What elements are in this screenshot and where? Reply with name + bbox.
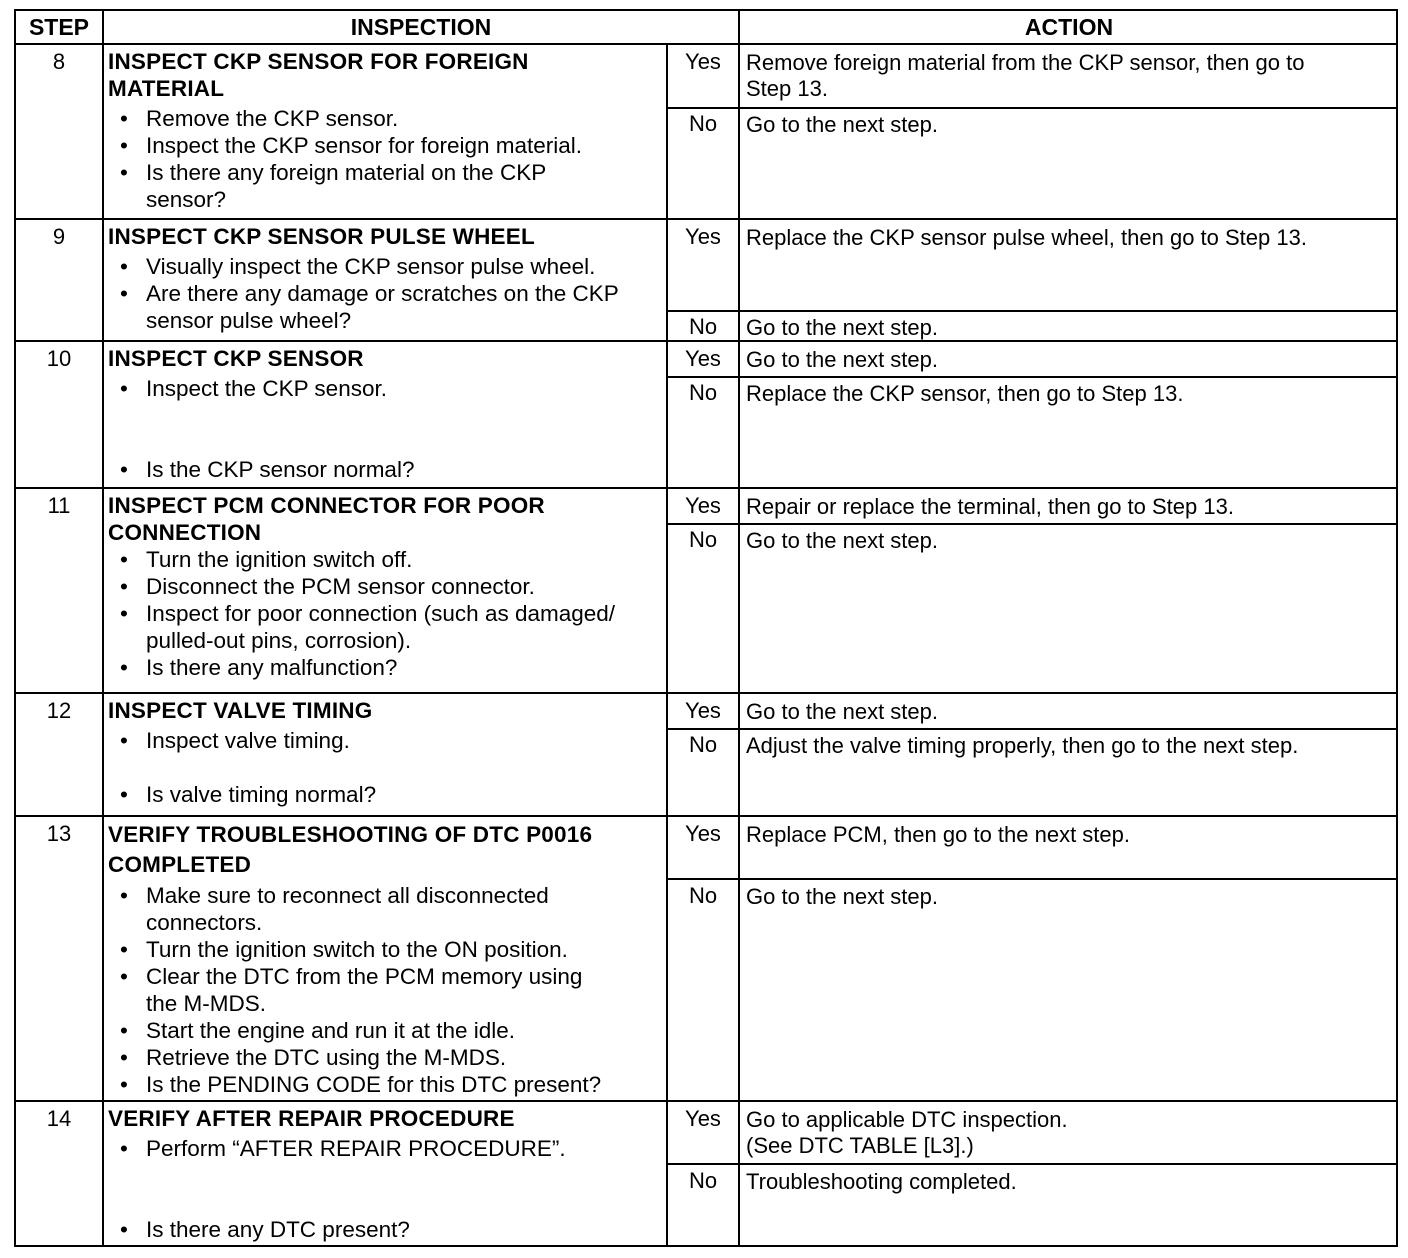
- yes-label: Yes: [685, 1106, 721, 1131]
- yes-label: Yes: [685, 493, 721, 518]
- bullet-text: Inspect for poor connection (such as damaged/: [146, 601, 616, 626]
- step-number: 12: [46, 698, 72, 723]
- inspection-cell: [108, 223, 668, 334]
- inspection-bullets: [108, 727, 668, 808]
- action-line: Go to the next step.: [746, 112, 939, 137]
- action-line: Remove foreign material from the CKP sensor, then go to: [746, 50, 1305, 75]
- inspection-cell: [108, 697, 668, 808]
- action-line: (See DTC TABLE [L3].): [746, 1133, 974, 1158]
- title-line: MATERIAL: [108, 76, 225, 101]
- yes-action: [746, 494, 1386, 520]
- no-label: No: [688, 732, 718, 757]
- table-row: [16, 220, 1396, 342]
- bullet-text: Visually inspect the CKP sensor pulse wheel.: [146, 254, 596, 279]
- no-action: [746, 528, 1386, 554]
- list-item: [108, 1071, 668, 1098]
- yes-action: [746, 1107, 1386, 1159]
- bullet-text: Disconnect the PCM sensor connector.: [146, 574, 535, 599]
- no-label: No: [688, 527, 718, 552]
- action-line: Replace the CKP sensor, then go to Step 13.: [746, 381, 1184, 406]
- list-item: [108, 1017, 668, 1044]
- bullet-text: Are there any damage or scratches on the CKP: [146, 281, 619, 306]
- list-item: [108, 573, 668, 600]
- bullet-text: Turn the ignition switch to the ON position.: [146, 937, 568, 962]
- bullet-text: Is there any DTC present?: [146, 1217, 410, 1242]
- inspection-title: [108, 345, 668, 372]
- bullet-text: Make sure to reconnect all disconnected: [146, 883, 549, 908]
- header-action: ACTION: [1024, 14, 1114, 40]
- list-item: [108, 546, 668, 573]
- action-line: Replace the CKP sensor pulse wheel, then go to Step 13.: [746, 225, 1307, 250]
- action-line: Go to the next step.: [746, 884, 939, 909]
- table-row: [16, 694, 1396, 817]
- troubleshooting-table: [14, 9, 1398, 1247]
- no-action: [746, 315, 1386, 341]
- title-line: INSPECT VALVE TIMING: [108, 698, 373, 723]
- list-item: [108, 253, 668, 280]
- bullet-text: Inspect valve timing.: [146, 728, 350, 753]
- table-row: [16, 45, 1396, 220]
- list-item: [108, 600, 668, 654]
- title-line: INSPECT CKP SENSOR FOR FOREIGN: [108, 49, 529, 74]
- list-item: [108, 727, 668, 754]
- yn-divider: [666, 817, 668, 1102]
- table-header: [16, 11, 1396, 45]
- no-action: [746, 381, 1386, 407]
- list-item: [108, 280, 668, 334]
- title-line: VERIFY AFTER REPAIR PROCEDURE: [108, 1106, 515, 1131]
- yes-label: Yes: [685, 698, 721, 723]
- inspection-cell: [108, 48, 668, 213]
- bullet-text: Retrieve the DTC using the M-MDS.: [146, 1045, 507, 1070]
- title-line: COMPLETED: [108, 852, 252, 877]
- bullet-text: sensor?: [146, 187, 227, 212]
- bullet-text: Inspect the CKP sensor for foreign material.: [146, 133, 583, 158]
- bullet-text: connectors.: [146, 910, 263, 935]
- list-item: [108, 1135, 668, 1162]
- action-line: Go to applicable DTC inspection.: [746, 1107, 1068, 1132]
- inspection-title: [108, 223, 668, 250]
- no-label: No: [688, 314, 718, 339]
- inspection-cell: [108, 492, 668, 681]
- inspection-bullets: [108, 882, 668, 1098]
- title-line: INSPECT PCM CONNECTOR FOR POOR: [108, 493, 545, 518]
- bullet-text: Clear the DTC from the PCM memory using: [146, 964, 583, 989]
- bullet-text: Is the CKP sensor normal?: [146, 457, 415, 482]
- action-line: Troubleshooting completed.: [746, 1169, 1017, 1194]
- no-action: [746, 733, 1386, 759]
- table-row: [16, 342, 1396, 489]
- no-label: No: [688, 1168, 718, 1193]
- yes-action: [746, 50, 1386, 102]
- yes-action: [746, 225, 1386, 251]
- yes-no-divider: [668, 523, 1398, 525]
- no-label: No: [688, 380, 718, 405]
- table-row: [16, 817, 1396, 1102]
- bullet-text: Remove the CKP sensor.: [146, 106, 399, 131]
- step-number: 8: [52, 49, 66, 74]
- title-line: CONNECTION: [108, 520, 262, 545]
- yes-label: Yes: [685, 49, 721, 74]
- action-line: Go to the next step.: [746, 699, 939, 724]
- inspection-bullets: [108, 546, 668, 681]
- bullet-text: Inspect the CKP sensor.: [146, 376, 387, 401]
- no-label: No: [688, 111, 718, 136]
- inspection-cell: [108, 820, 668, 1098]
- step-number: 11: [47, 493, 71, 518]
- no-label: No: [688, 883, 718, 908]
- action-line: Step 13.: [746, 76, 828, 101]
- yes-no-divider: [668, 376, 1398, 378]
- yes-label: Yes: [685, 346, 721, 371]
- step-number: 13: [46, 821, 72, 846]
- inspection-bullets: [108, 105, 668, 213]
- no-action: [746, 884, 1386, 910]
- title-line: INSPECT CKP SENSOR: [108, 346, 364, 371]
- bullet-text: the M-MDS.: [146, 991, 267, 1016]
- list-item: [108, 159, 668, 213]
- bullet-text: pulled-out pins, corrosion).: [146, 628, 412, 653]
- inspection-bullets: [108, 253, 668, 334]
- header-step: STEP: [28, 14, 90, 40]
- bullet-text: sensor pulse wheel?: [146, 308, 352, 333]
- yes-no-divider: [668, 107, 1398, 109]
- table-row: [16, 1102, 1396, 1247]
- bullet-text: Is there any malfunction?: [146, 655, 398, 680]
- yes-action: [746, 347, 1386, 373]
- inspection-title: [108, 1105, 668, 1132]
- action-line: Repair or replace the terminal, then go to Step 13.: [746, 494, 1234, 519]
- yn-divider: [666, 342, 668, 489]
- inspection-title: [108, 48, 668, 102]
- inspection-title: [108, 492, 668, 546]
- yes-label: Yes: [685, 821, 721, 846]
- step-number: 10: [46, 346, 72, 371]
- action-line: Replace PCM, then go to the next step.: [746, 822, 1131, 847]
- step-number: 9: [52, 224, 66, 249]
- inspection-cell: [108, 1105, 668, 1243]
- yes-no-divider: [668, 1163, 1398, 1165]
- action-line: Go to the next step.: [746, 528, 939, 553]
- yes-no-divider: [668, 728, 1398, 730]
- list-item: [108, 375, 668, 402]
- inspection-cell: [108, 345, 668, 483]
- action-line: Adjust the valve timing properly, then go to the next step.: [746, 733, 1299, 758]
- list-item: [108, 882, 668, 936]
- yn-divider: [666, 489, 668, 694]
- action-line: Go to the next step.: [746, 315, 939, 340]
- list-item: [108, 781, 668, 808]
- list-item: [108, 1044, 668, 1071]
- inspection-bullets: [108, 375, 668, 483]
- bullet-text: Is there any foreign material on the CKP: [146, 160, 547, 185]
- list-item: [108, 963, 668, 1017]
- yes-no-divider: [668, 310, 1398, 312]
- list-item: [108, 936, 668, 963]
- list-item: [108, 132, 668, 159]
- yes-no-divider: [668, 878, 1398, 880]
- action-line: Go to the next step.: [746, 347, 939, 372]
- table-row: [16, 489, 1396, 694]
- yes-action: [746, 822, 1386, 848]
- bullet-text: Is the PENDING CODE for this DTC present?: [146, 1072, 602, 1097]
- inspection-title: [108, 820, 668, 880]
- title-line: VERIFY TROUBLESHOOTING OF DTC P0016: [108, 822, 593, 847]
- inspection-bullets: [108, 1135, 668, 1243]
- bullet-text: Is valve timing normal?: [146, 782, 377, 807]
- list-item: [108, 1216, 668, 1243]
- no-action: [746, 112, 1386, 138]
- list-item: [108, 105, 668, 132]
- bullet-text: Turn the ignition switch off.: [146, 547, 413, 572]
- no-action: [746, 1169, 1386, 1195]
- bullet-text: Start the engine and run it at the idle.: [146, 1018, 515, 1043]
- title-line: INSPECT CKP SENSOR PULSE WHEEL: [108, 224, 535, 249]
- header-inspection: INSPECTION: [350, 14, 492, 40]
- list-item: [108, 456, 668, 483]
- step-number: 14: [46, 1106, 72, 1131]
- list-item: [108, 654, 668, 681]
- yes-action: [746, 699, 1386, 725]
- inspection-title: [108, 697, 668, 724]
- bullet-text: Perform “AFTER REPAIR PROCEDURE”.: [146, 1136, 566, 1161]
- yes-label: Yes: [685, 224, 721, 249]
